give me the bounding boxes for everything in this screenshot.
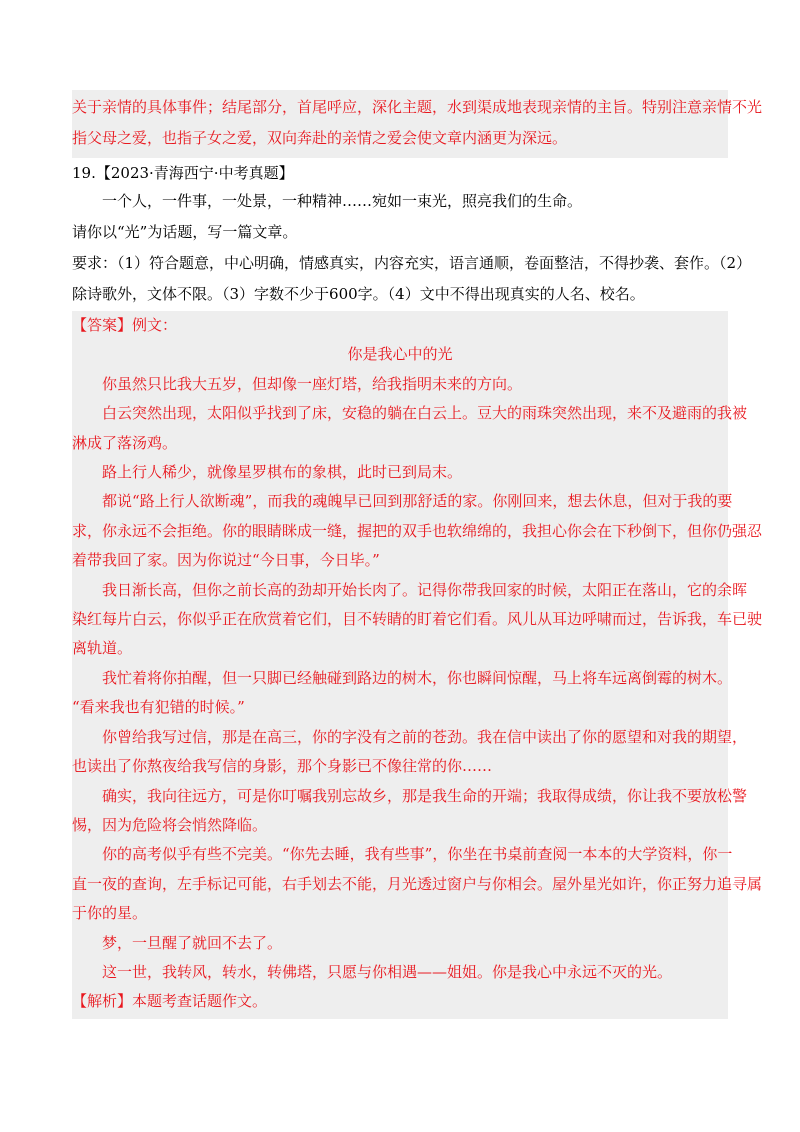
essay-line: 白云突然出现，太阳似乎找到了床，安稳的躺在白云上。豆大的雨珠突然出现，来不及避雨的我被 (102, 404, 748, 423)
essay-line: 梦，一旦醒了就回不去了。 (102, 933, 283, 952)
essay-line: 求，你永远不会拒绝。你的眼睛眯成一缝，握把的双手也软绵绵的，我担心你会在下秒倒下，但你仍强忍 (72, 521, 763, 540)
analysis-line (72, 987, 728, 1016)
essay-line: 你的高考似乎有些不完美。“你先去睡，我有些事”，你坐在书桌前查阅一本本的大学资料，你一 (102, 845, 733, 864)
question-body (72, 186, 752, 310)
question-number: 19. (72, 164, 96, 182)
essay-line: 我忙着将你拍醒，但一只脚已经触碰到路边的树木，你也瞬间惊醒，马上将车远离倒霉的树木。 (102, 668, 733, 687)
essay-line: “看来我也有犯错的时候。” (72, 698, 245, 717)
question-prompt: 一个人，一件事，一处景，一种精神……宛如一束光，照亮我们的生命。 (102, 192, 583, 210)
essay-line: 我日渐长高，但你之前长高的劲却开始长肉了。记得你带我回家的时候，太阳正在落山，它的余晖 (102, 580, 748, 599)
analysis-label: 【解析】 (72, 992, 133, 1011)
essay-line: 着带我回了家。因为你说过“今日事，今日毕。” (72, 551, 380, 570)
essay-line: 直一夜的查询，左手标记可能，右手划去不能，月光透过窗户与你相会。屋外星光如许，你正努力追寻属 (72, 874, 763, 893)
essay-title: 你是我心中的光 (347, 345, 453, 364)
answer-label: 【答案】 (72, 316, 133, 334)
essay-line: 也读出了你熬夜给我写信的身影，那个身影已不像往常的你…… (72, 757, 493, 776)
question-source: 【2023·青海西宁·中考真题】 (95, 164, 294, 182)
answer-label-line (72, 311, 728, 340)
question-heading (72, 158, 294, 189)
essay-line: 于你的星。 (72, 904, 148, 923)
essay-line: 这一世，我转风，转水，转佛塔，只愿与你相遇——姐姐。你是我心中永远不灭的光。 (102, 962, 673, 981)
essay-line: 离轨道。 (72, 639, 133, 658)
answer-label-suffix: 例文： (132, 316, 178, 334)
essay-line: 路上行人稀少，就像星罗棋布的象棋，此时已到局末。 (102, 463, 463, 482)
previous-answer-block (72, 90, 763, 158)
question-instruction: 请你以“光”为话题，写一篇文章。 (72, 223, 298, 241)
essay-line: 染红每片白云，你似乎正在欣赏着它们，目不转睛的盯着它们看。风儿从耳边呼啸而过，告诉我，车已驶 (72, 610, 763, 629)
essay-line: 确实，我向往远方，可是你叮嘱我别忘故乡，那是我生命的开端；我取得成绩，你让我不要放松警 (102, 786, 748, 805)
essay-line: 淋成了落汤鸡。 (72, 433, 178, 452)
previous-answer-line: 指父母之爱，也指子女之爱，双向奔赴的亲情之爱会使文章内涵更为深远。 (72, 129, 568, 147)
analysis-text: 本题考查话题作文。 (132, 992, 268, 1011)
essay-line: 惕，因为危险将会悄然降临。 (72, 815, 268, 834)
essay-line: 你虽然只比我大五岁，但却像一座灯塔，给我指明未来的方向。 (102, 374, 523, 393)
essay-line: 都说“路上行人欲断魂”，而我的魂魄早已回到那舒适的家。你刚回来，想去休息，但对于我的要 (102, 492, 733, 511)
previous-answer-line: 关于亲情的具体事件；结尾部分，首尾呼应，深化主题，水到渠成地表现亲情的主旨。特别注意亲情不光 (72, 98, 763, 116)
answer-block (72, 311, 763, 1019)
question-requirements: 除诗歌外，文体不限。（3）字数不少于600字。（4）文中不得出现真实的人名、校名。 (72, 285, 645, 303)
essay-line: 你曾给我写过信，那是在高三，你的字没有之前的苍劲。我在信中读出了你的愿望和对我的期望， (102, 727, 748, 746)
question-requirements: 要求：（1）符合题意，中心明确，情感真实，内容充实，语言通顺，卷面整洁，不得抄袭、套作。（2） (72, 254, 752, 272)
